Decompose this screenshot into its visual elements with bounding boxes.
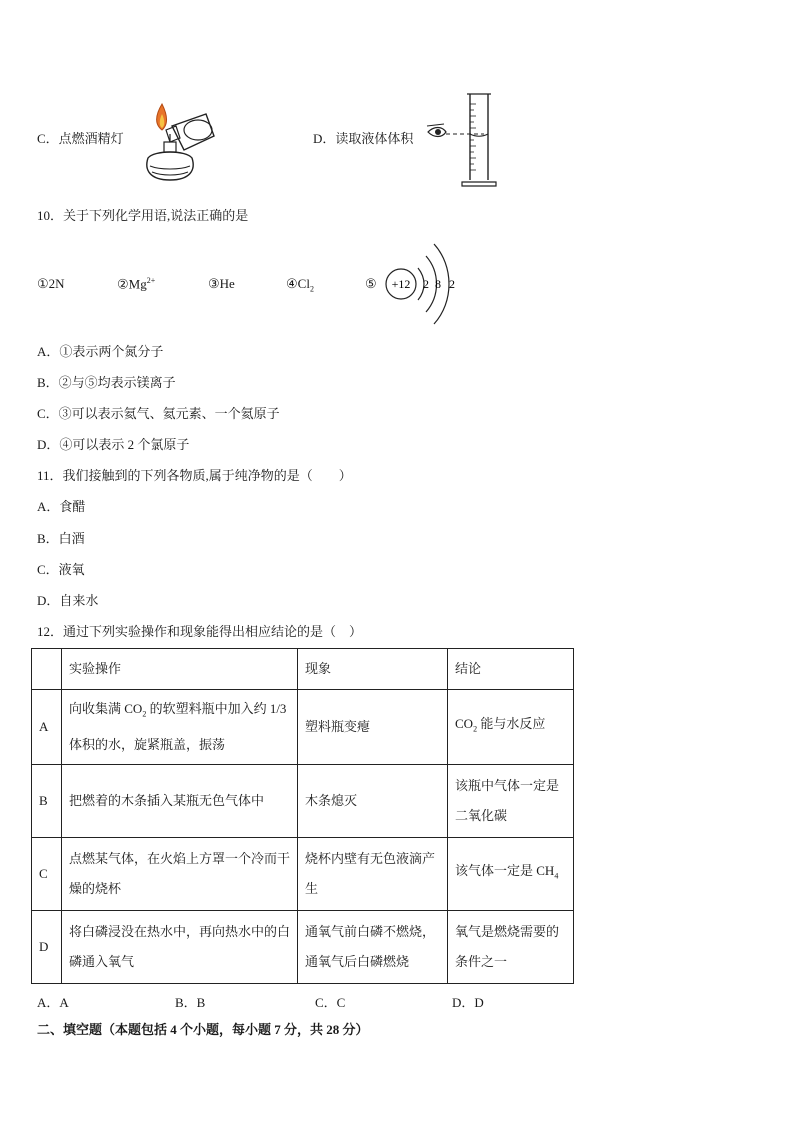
row-conclusion: 该瓶中气体一定是二氧化碳: [448, 764, 574, 837]
row-label: A: [32, 690, 62, 765]
q10-symbol-1: ①2N: [37, 276, 65, 291]
table-header-phenomenon: 现象: [298, 649, 448, 690]
q12-answer-c: C．C: [315, 995, 346, 1010]
row-operation: 将白磷浸没在热水中，再向热水中的白磷通入氧气: [62, 910, 298, 983]
q10-symbol-2: $②Mg^{2+}$: [117, 276, 156, 292]
experiment-table: [31, 648, 574, 984]
table-header-conclusion: 结论: [448, 649, 574, 690]
row-phenomenon: 塑料瓶变瘪: [298, 690, 448, 765]
row-label: B: [32, 764, 62, 837]
table-header-operation: 实验操作: [62, 649, 298, 690]
table-row: [32, 764, 574, 837]
q12-answer-b: B．B: [175, 995, 206, 1010]
shell-2-electrons: 8: [435, 277, 441, 291]
row-operation: 向收集满 $CO_2$ 的软塑料瓶中加入约 1/3 体积的水，旋紧瓶盖，振荡: [62, 690, 298, 765]
q10-symbol-5-num: ⑤: [365, 276, 377, 291]
row-operation: 把燃着的木条插入某瓶无色气体中: [62, 764, 298, 837]
q9-option-d-label: D．读取液体体积: [313, 131, 414, 146]
section-2-heading: 二、填空题（本题包括 4 个小题，每小题 7 分，共 28 分）: [37, 1022, 369, 1037]
eye-icon: [427, 124, 446, 137]
q10-option-c: C．③可以表示氦气、氦元素、一个氦原子: [37, 406, 280, 421]
alcohol-lamp-illustration: [136, 96, 220, 188]
q11-option-b: B．白酒: [37, 531, 85, 546]
q10-option-d: D．④可以表示 2 个氯原子: [37, 437, 190, 452]
q11-option-d: D．自来水: [37, 593, 99, 608]
q12-answer-d: D．D: [452, 995, 484, 1010]
magnesium-atom-structure-diagram: [380, 232, 470, 332]
table-row: [32, 690, 574, 765]
q11-stem: 11．我们接触到的下列各物质,属于纯净物的是（ ）: [37, 468, 352, 483]
q12-stem: 12．通过下列实验操作和现象能得出相应结论的是（ ）: [37, 624, 363, 639]
row-phenomenon: 木条熄灭: [298, 764, 448, 837]
q10-symbol-4: $④Cl_2$: [286, 276, 314, 294]
row-label: C: [32, 837, 62, 910]
row-phenomenon: 通氧气前白磷不燃烧，通氧气后白磷燃烧: [298, 910, 448, 983]
q11-option-a: A．食醋: [37, 499, 86, 514]
q11-option-c: C．液氧: [37, 562, 85, 577]
row-label: D: [32, 910, 62, 983]
shell-1-electrons: 2: [423, 277, 429, 291]
shell-3-electrons: 2: [449, 277, 455, 291]
table-header-blank: [32, 649, 62, 690]
table-row: [32, 910, 574, 983]
q9-option-c-label: C．点燃酒精灯: [37, 131, 124, 146]
q10-stem: 10．关于下列化学用语,说法正确的是: [37, 208, 249, 223]
row-operation: 点燃某气体，在火焰上方罩一个冷而干燥的烧杯: [62, 837, 298, 910]
table-row: [32, 837, 574, 910]
row-conclusion: $CO_2$ 能与水反应: [448, 690, 574, 765]
row-conclusion: 氧气是燃烧需要的条件之一: [448, 910, 574, 983]
nucleus-charge: +12: [391, 277, 411, 291]
q10-option-a: A．①表示两个氮分子: [37, 344, 164, 359]
graduated-cylinder-illustration: [424, 90, 504, 190]
q10-symbol-3: ③He: [208, 276, 235, 291]
table-header-row: [32, 649, 574, 690]
row-phenomenon: 烧杯内壁有无色液滴产生: [298, 837, 448, 910]
q12-answer-a: A．A: [37, 995, 69, 1010]
row-conclusion: 该气体一定是 $CH_4$: [448, 837, 574, 910]
q10-option-b: B．②与⑤均表示镁离子: [37, 375, 176, 390]
